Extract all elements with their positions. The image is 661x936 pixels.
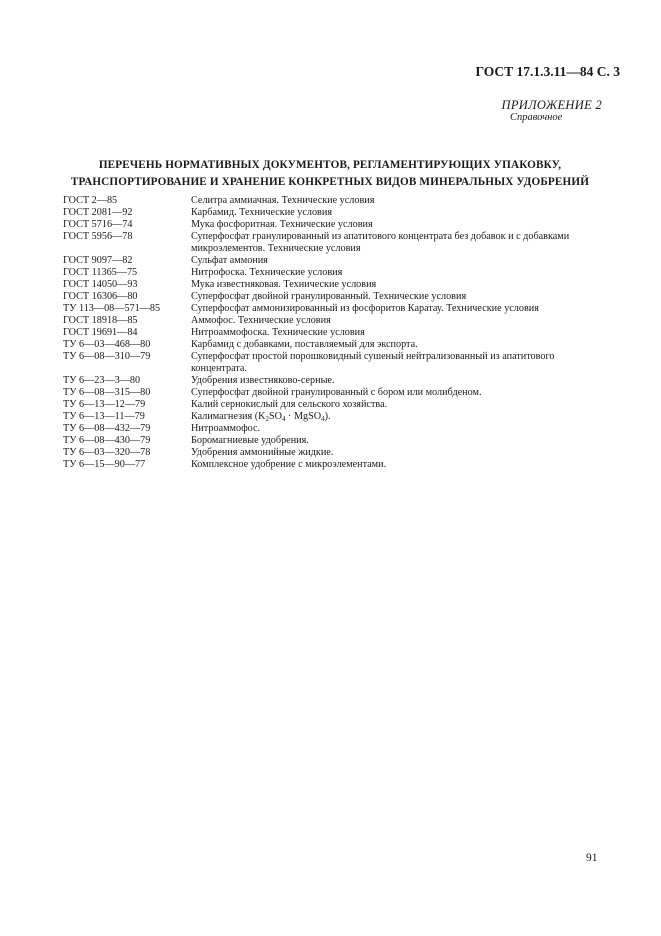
document-title: Сульфат аммония [191, 255, 268, 266]
document-code: ГОСТ 18918—85 [63, 315, 138, 326]
document-code: ГОСТ 16306—80 [63, 291, 138, 302]
document-title [191, 411, 608, 423]
table-row [63, 351, 608, 375]
formula-prefix: Калимагнезия (K [191, 411, 266, 422]
appendix-type: Справочное [510, 112, 563, 123]
table-row [63, 291, 608, 303]
document-code: ТУ 6—13—11—79 [63, 411, 145, 422]
document-code: ГОСТ 9097—82 [63, 255, 133, 266]
document-title: Суперфосфат гранулированный из апатитового концентрата без добавок и с добавками микроэлементов. Технические условия [191, 231, 570, 254]
table-row [63, 387, 608, 399]
document-title: Суперфосфат двойной гранулированный. Технические условия [191, 291, 467, 302]
document-title: Удобрения известняково-серные. [191, 375, 335, 386]
document-code: ТУ 6—08—310—79 [63, 351, 151, 362]
document-title: Удобрения аммонийные жидкие. [191, 447, 334, 458]
document-code: ТУ 113—08—571—85 [63, 303, 161, 314]
document-title: Селитра аммиачная. Технические условия [191, 195, 375, 206]
appendix-label: ПРИЛОЖЕНИЕ 2 [501, 98, 602, 112]
document-title: Нитроаммофоска. Технические условия [191, 327, 365, 338]
table-row [63, 459, 608, 471]
document-code: ГОСТ 5956—78 [63, 231, 133, 242]
title-line-1: ПЕРЕЧЕНЬ НОРМАТИВНЫХ ДОКУМЕНТОВ, РЕГЛАМЕНТИРУЮЩИХ УПАКОВКУ, [98, 159, 562, 171]
document-code: ТУ 6—03—468—80 [63, 339, 151, 350]
formula-part: SO [268, 411, 282, 422]
table-row [63, 303, 608, 315]
document-code: ГОСТ 5716—74 [63, 219, 133, 230]
table-row [63, 423, 608, 435]
appendix-heading [440, 98, 602, 123]
formula-subscript: 4 [321, 415, 325, 423]
document-code: ГОСТ 2081—92 [63, 207, 133, 218]
document-title: Карбамид с добавками, поставляемый для экспорта. [191, 339, 418, 350]
document-title: Суперфосфат двойной гранулированный с бором или молибденом. [191, 387, 482, 398]
table-row [63, 219, 608, 231]
table-row [63, 447, 608, 459]
document-code: ТУ 6—08—432—79 [63, 423, 151, 434]
document-title: Нитроаммофос. [191, 423, 261, 434]
table-row [63, 267, 608, 279]
document-code: ГОСТ 11365—75 [63, 267, 138, 278]
document-title: Суперфосфат аммонизированный из фосфоритов Каратау. Технические условия [191, 303, 539, 314]
table-row [63, 399, 608, 411]
document-code: ГОСТ 14050—93 [63, 279, 138, 290]
table-row [63, 195, 608, 207]
document-title: Мука фосфоритная. Технические условия [191, 219, 373, 230]
document-title: Калий сернокислый для сельского хозяйства. [191, 399, 388, 410]
document-code: ГОСТ 19691—84 [63, 327, 138, 338]
formula-subscript: 2 [265, 415, 269, 423]
document-title: Карбамид. Технические условия [191, 207, 333, 218]
table-row [63, 327, 608, 339]
table-row [63, 411, 608, 423]
document-title: Боромагниевые удобрения. [191, 435, 309, 446]
document-title: Мука известняковая. Технические условия [191, 279, 377, 290]
page-title [60, 157, 600, 191]
document-code: ТУ 6—08—315—80 [63, 387, 151, 398]
table-row [63, 435, 608, 447]
document-code: ТУ 6—13—12—79 [63, 399, 146, 410]
document-code: ТУ 6—15—90—77 [63, 459, 146, 470]
document-title: Нитрофоска. Технические условия [191, 267, 343, 278]
page-number: 91 [586, 852, 598, 864]
document-code-header: ГОСТ 17.1.3.11—84 С. 3 [475, 64, 620, 79]
document-code: ТУ 6—23—3—80 [63, 375, 141, 386]
table-row [63, 207, 608, 219]
table-row [63, 231, 608, 255]
document-code: ТУ 6—03—320—78 [63, 447, 151, 458]
document-code: ТУ 6—08—430—79 [63, 435, 151, 446]
document-title: Аммофос. Технические условия [191, 315, 331, 326]
table-row [63, 279, 608, 291]
document-title: Комплексное удобрение с микроэлементами. [191, 459, 387, 470]
table-row [63, 315, 608, 327]
title-line-2: ТРАНСПОРТИРОВАНИЕ И ХРАНЕНИЕ КОНКРЕТНЫХ ВИДОВ МИНЕРАЛЬНЫХ УДОБРЕНИЙ [70, 176, 590, 188]
formula-part: · MgSO [285, 411, 322, 422]
formula-suffix: ). [324, 411, 331, 422]
documents-table [63, 195, 608, 471]
table-row [63, 339, 608, 351]
formula-subscript: 4 [281, 415, 286, 423]
document-code: ГОСТ 2—85 [63, 195, 118, 206]
table-row [63, 375, 608, 387]
document-title: Суперфосфат простой порошковидный сушеный нейтрализованный из апатитового концентрата. [191, 351, 555, 374]
table-row [63, 255, 608, 267]
